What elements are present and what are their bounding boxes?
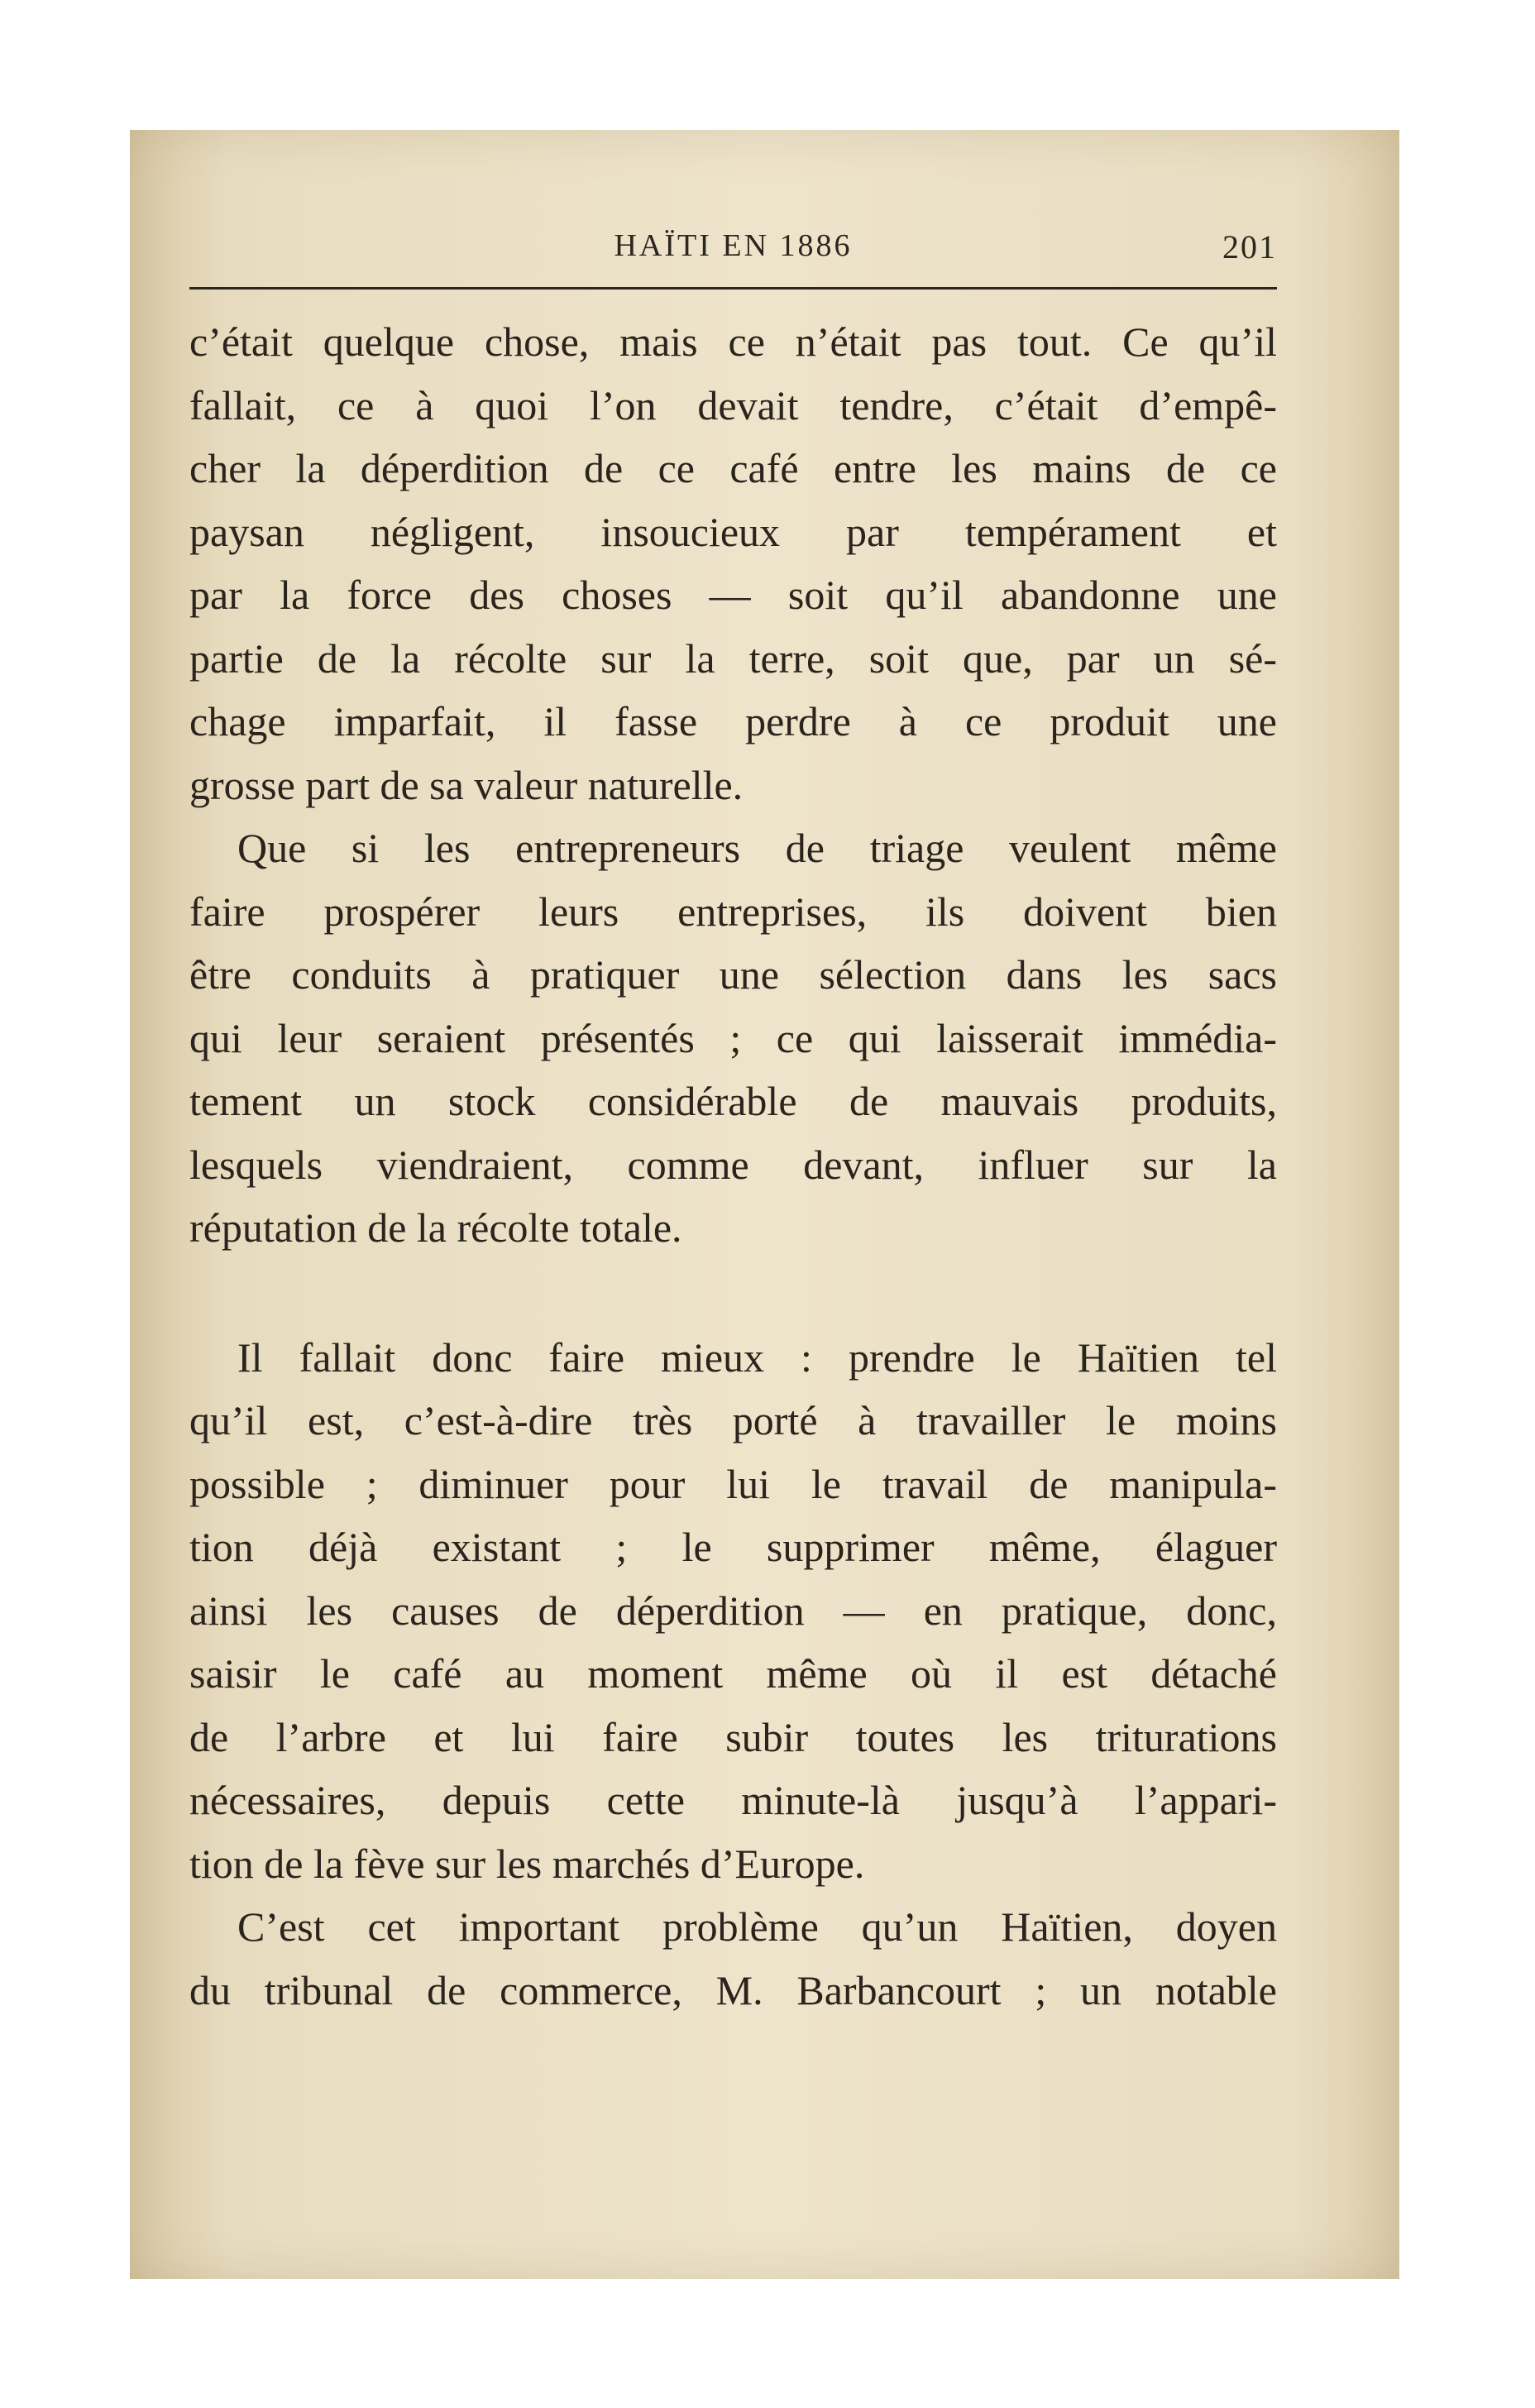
text-line: tion déjà existant ; le supprimer même, élaguer (189, 1524, 1277, 1570)
paragraph-3 (189, 1326, 1277, 1896)
text-line: être conduits à pratiquer une sélection dans les sacs (189, 951, 1277, 998)
paragraph-4 (189, 1895, 1277, 2022)
running-title: HAÏTI EN 1886 (614, 228, 853, 263)
text-line: Que si les entrepreneurs de triage veulent même (237, 825, 1277, 871)
text-line: paysan négligent, insoucieux par tempérament et (189, 508, 1277, 555)
text-line: C’est cet important problème qu’un Haïtien, doyen (237, 1903, 1277, 1950)
book-page (130, 130, 1399, 2279)
text-line: fallait, ce à quoi l’on devait tendre, c’était d’empê- (189, 381, 1277, 428)
text-line: partie de la récolte sur la terre, soit que, par un sé- (189, 634, 1277, 682)
text-line: nécessaires, depuis cette minute-là jusqu’à l’appari- (189, 1777, 1277, 1823)
text-line: lesquels viendraient, comme devant, influer sur la (189, 1141, 1277, 1188)
text-line: faire prospérer leurs entreprises, ils doivent bien (189, 888, 1277, 935)
text-line: c’était quelque chose, mais ce n’était pas tout. Ce qu’il (189, 318, 1277, 365)
body-text (189, 310, 1277, 2022)
page-number: 201 (1222, 228, 1277, 266)
paragraph-1 (189, 310, 1277, 816)
text-line: réputation de la récolte totale. (189, 1204, 682, 1251)
text-line: saisir le café au moment même où il est détaché (189, 1650, 1277, 1697)
text-line: cher la déperdition de ce café entre les mains de ce (189, 445, 1277, 491)
text-line: de l’arbre et lui faire subir toutes les triturations (189, 1713, 1277, 1760)
text-line: possible ; diminuer pour lui le travail de manipula- (189, 1460, 1277, 1507)
text-line: par la force des choses — soit qu’il abandonne une (189, 572, 1277, 618)
header-rule (189, 287, 1277, 290)
paragraph-2 (189, 816, 1277, 1260)
text-line: tement un stock considérable de mauvais produits, (189, 1078, 1277, 1124)
text-line: grosse part de sa valeur naturelle. (189, 761, 744, 808)
text-line: Il fallait donc faire mieux : prendre le Haïtien tel (237, 1333, 1277, 1381)
text-line: ainsi les causes de déperdition — en pratique, donc, (189, 1587, 1277, 1634)
text-line: du tribunal de commerce, M. Barbancourt ; un notable (189, 1966, 1277, 2013)
text-line: tion de la fève sur les marchés d’Europe. (189, 1840, 865, 1887)
text-line: chage imparfait, il fasse perdre à ce produit une (189, 698, 1277, 744)
text-line: qu’il est, c’est-à-dire très porté à travailler le moins (189, 1397, 1277, 1443)
section-gap (189, 1260, 1277, 1326)
page-header (189, 227, 1277, 277)
text-line: qui leur seraient présentés ; ce qui laisserait immédia- (189, 1014, 1277, 1061)
